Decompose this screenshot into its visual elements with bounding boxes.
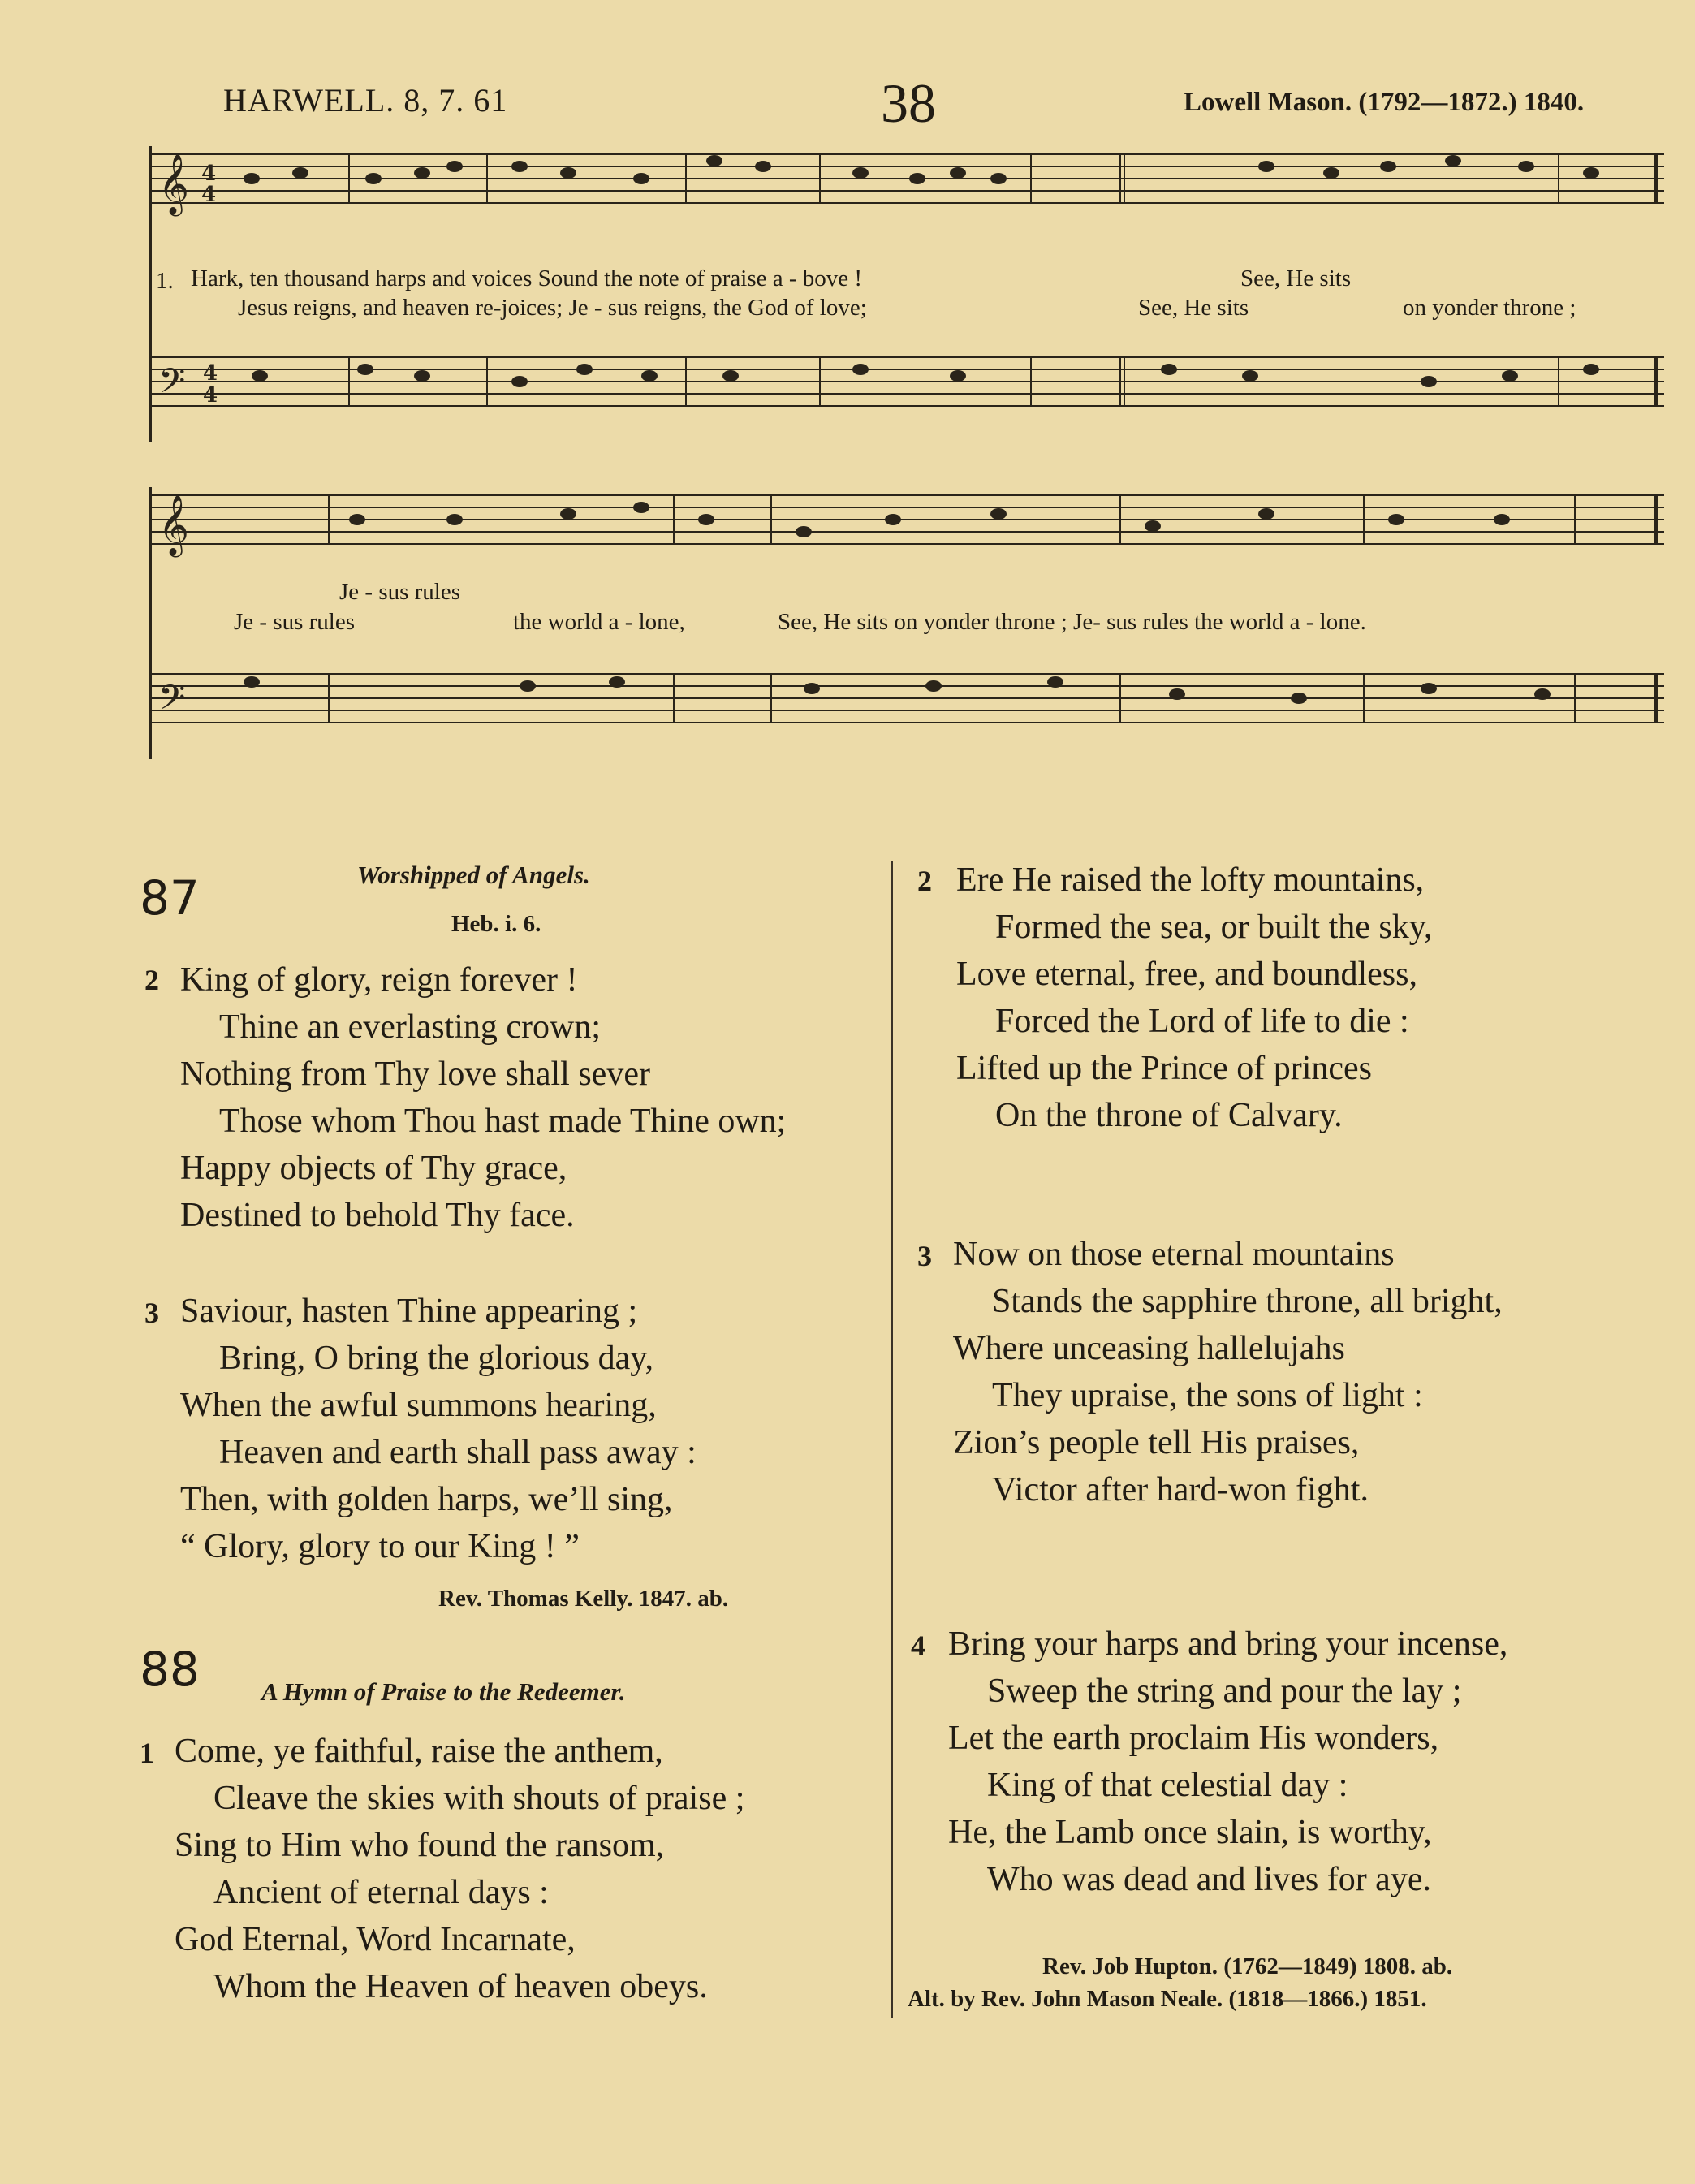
hymn-87-author: Rev. Thomas Kelly. 1847. ab. xyxy=(438,1586,729,1612)
hymn-88-verse-1-number: 1 xyxy=(140,1737,154,1769)
verse-line: Happy objects of Thy grace, xyxy=(180,1150,567,1187)
verse-line: King of glory, reign forever ! xyxy=(180,961,578,999)
hymn-88-verse-1 xyxy=(175,1728,744,2010)
hymn-88-author-1: Rev. Job Hupton. (1762—1849) 1808. ab. xyxy=(1042,1953,1453,1979)
verse-line: Love eternal, free, and boundless, xyxy=(956,956,1417,993)
svg-text:4: 4 xyxy=(201,162,217,186)
verse-line: He, the Lamb once slain, is worthy, xyxy=(948,1814,1432,1851)
verse-line: Sing to Him who found the ransom, xyxy=(175,1827,665,1864)
verse-line: Zion’s people tell His praises, xyxy=(953,1424,1360,1461)
hymn-88-title: A Hymn of Praise to the Redeemer. xyxy=(261,1677,626,1706)
verse-line: Whom the Heaven of heaven obeys. xyxy=(213,1968,708,2005)
verse-line: When the awful summons hearing, xyxy=(180,1387,657,1424)
lyrics-line-1: Hark, ten thousand harps and voices Sound the note of praise a - bove ! xyxy=(191,265,863,291)
hymn-88-verse-3 xyxy=(953,1231,1503,1513)
hymn-88-verse-4-number: 4 xyxy=(911,1629,925,1662)
verse-line: Bring your harps and bring your incense, xyxy=(948,1625,1508,1663)
verse-line: Nothing from Thy love shall sever xyxy=(180,1055,650,1093)
verse-line: Let the earth proclaim His wonders, xyxy=(948,1720,1439,1757)
svg-text:4: 4 xyxy=(201,183,217,207)
music-score xyxy=(0,0,1695,812)
page-number: 38 xyxy=(881,72,936,134)
verse-line: Now on those eternal mountains xyxy=(953,1236,1395,1273)
lyrics-line-3a: Je - sus rules xyxy=(234,609,356,635)
verse-line: Ancient of eternal days : xyxy=(213,1874,549,1911)
see-he-sits-1: See, He sits xyxy=(1240,265,1352,291)
hymn-87-verse-2 xyxy=(180,956,786,1239)
lyrics-line-2: Jesus reigns, and heaven re-joices; Je - sus reigns, the God of love; xyxy=(238,295,867,321)
verse-line: Those whom Thou hast made Thine own; xyxy=(219,1103,787,1140)
hymn-87-number: 87 xyxy=(140,870,200,926)
verse-line: Saviour, hasten Thine appearing ; xyxy=(180,1293,638,1330)
hymn-87-reference: Heb. i. 6. xyxy=(451,911,541,937)
hymn-88-number: 88 xyxy=(140,1642,200,1697)
verse-line: Forced the Lord of life to die : xyxy=(995,1003,1409,1040)
verse-marker: 1. xyxy=(156,268,174,294)
verse-line: Thine an everlasting crown; xyxy=(219,1008,601,1046)
tenor-lyric: Je - sus rules xyxy=(339,579,461,605)
verse-line: Come, ye faithful, raise the anthem, xyxy=(175,1733,663,1770)
verse-line: Destined to behold Thy face. xyxy=(180,1197,575,1234)
svg-text:𝄞: 𝄞 xyxy=(158,154,189,214)
verse-line: King of that celestial day : xyxy=(987,1767,1348,1804)
verse-line: Cleave the skies with shouts of praise ; xyxy=(213,1780,745,1817)
hymn-88-author-2: Alt. by Rev. John Mason Neale. (1818—1866.) 1851. xyxy=(908,1986,1427,2012)
lyrics-line-3c: See, He sits on yonder throne ; Je- sus rules the world a - lone. xyxy=(778,609,1366,635)
composer-credit: Lowell Mason. (1792—1872.) 1840. xyxy=(1184,88,1585,117)
verse-line: Formed the sea, or built the sky, xyxy=(995,909,1433,946)
verse-line: Victor after hard-won fight. xyxy=(992,1471,1369,1509)
svg-text:𝄢: 𝄢 xyxy=(158,361,186,410)
verse-line: Heaven and earth shall pass away : xyxy=(219,1434,697,1471)
lyrics-line-3b: the world a - lone, xyxy=(513,609,685,635)
verse-line: They upraise, the sons of light : xyxy=(992,1377,1423,1414)
svg-text:4: 4 xyxy=(203,383,218,408)
verse-line: Ere He raised the lofty mountains, xyxy=(956,861,1425,899)
verse-line: Stands the sapphire throne, all bright, xyxy=(992,1283,1503,1320)
tune-name: HARWELL. 8, 7. 61 xyxy=(223,82,508,119)
verse-line: Sweep the string and pour the lay ; xyxy=(987,1673,1462,1710)
hymn-87-verse-3-number: 3 xyxy=(144,1297,159,1329)
hymn-87-verse-3 xyxy=(180,1288,697,1570)
svg-text:4: 4 xyxy=(203,361,218,386)
see-he-sits-2: See, He sits xyxy=(1138,295,1249,321)
svg-text:𝄞: 𝄞 xyxy=(158,495,189,555)
hymn-88-verse-4 xyxy=(948,1621,1507,1903)
hymn-87-verse-2-number: 2 xyxy=(144,964,159,996)
yonder-throne: on yonder throne ; xyxy=(1403,295,1576,321)
verse-line: “ Glory, glory to our King ! ” xyxy=(180,1528,580,1565)
verse-line: Where unceasing hallelujahs xyxy=(953,1330,1345,1367)
hymn-87-title: Worshipped of Angels. xyxy=(357,861,590,889)
svg-text:𝄢: 𝄢 xyxy=(158,678,186,727)
verse-line: God Eternal, Word Incarnate, xyxy=(175,1921,576,1958)
verse-line: On the throne of Calvary. xyxy=(995,1097,1343,1134)
verse-line: Then, with golden harps, we’ll sing, xyxy=(180,1481,673,1518)
verse-line: Who was dead and lives for aye. xyxy=(987,1861,1431,1898)
hymn-88-verse-2-number: 2 xyxy=(917,865,932,897)
verse-line: Lifted up the Prince of princes xyxy=(956,1050,1372,1087)
verse-line: Bring, O bring the glorious day, xyxy=(219,1340,654,1377)
hymn-88-verse-2 xyxy=(956,857,1433,1139)
hymn-88-verse-3-number: 3 xyxy=(917,1240,932,1272)
column-divider xyxy=(891,861,893,2018)
